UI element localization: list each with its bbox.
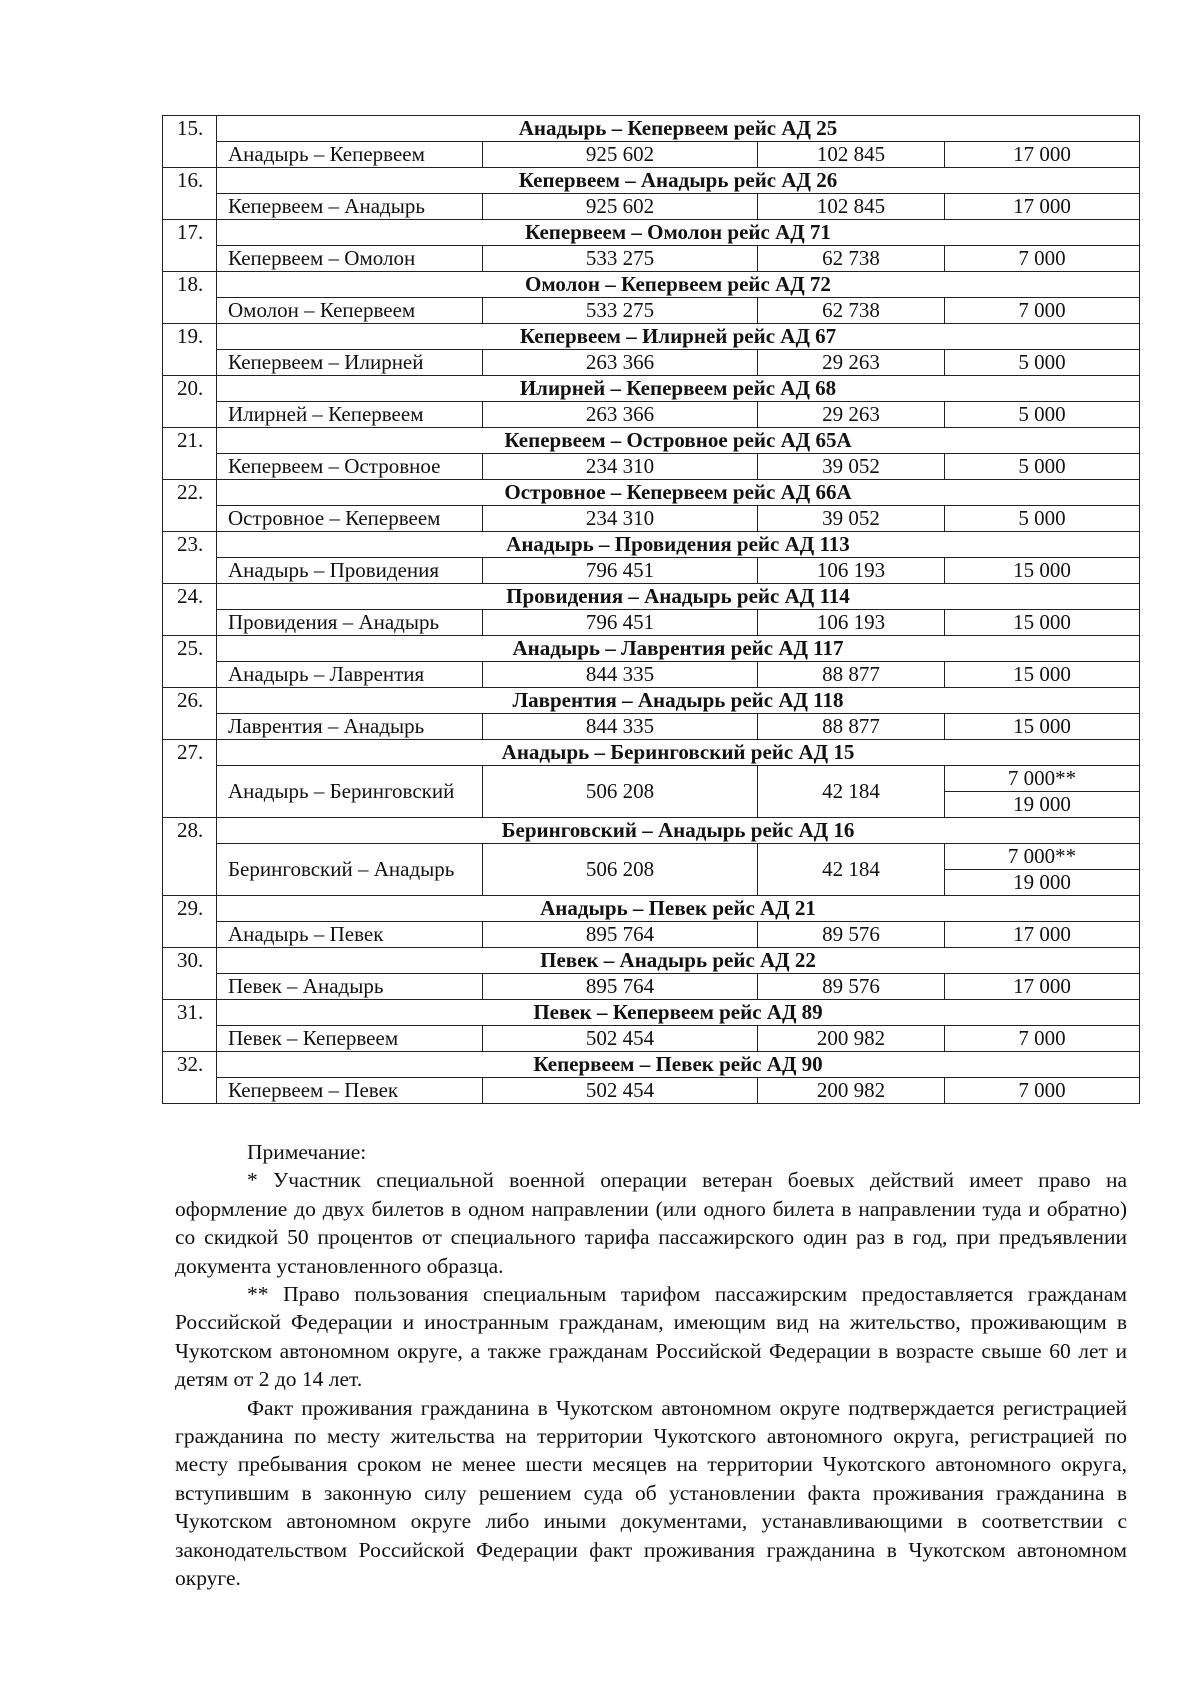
- flight-header-row: [163, 324, 1140, 350]
- route-row: [163, 610, 1140, 636]
- flight-title: Кепервеем – Певек рейс АД 90: [217, 1052, 1140, 1078]
- route-name: Певек – Кепервеем: [217, 1026, 483, 1052]
- route-row: [163, 1026, 1140, 1052]
- route-name: Кепервеем – Омолон: [217, 246, 483, 272]
- value-col-3: 89 576: [758, 974, 945, 1000]
- route-row: [163, 766, 1140, 792]
- value-col-2: 533 275: [483, 298, 758, 324]
- flight-header-row: [163, 636, 1140, 662]
- value-col-3: 39 052: [758, 454, 945, 480]
- flight-title: Островное – Кепервеем рейс АД 66А: [217, 480, 1140, 506]
- flight-header-row: [163, 948, 1140, 974]
- value-col-2: 263 366: [483, 402, 758, 428]
- route-name: Лаврентия – Анадырь: [217, 714, 483, 740]
- value-col-3: 42 184: [758, 844, 945, 896]
- flight-header-row: [163, 272, 1140, 298]
- entry-number: 32.: [163, 1052, 217, 1104]
- flight-header-row: [163, 1000, 1140, 1026]
- fare-value: 5 000: [945, 350, 1140, 376]
- route-row: [163, 350, 1140, 376]
- entry-number: 15.: [163, 116, 217, 168]
- entry-number: 25.: [163, 636, 217, 688]
- value-col-2: 502 454: [483, 1026, 758, 1052]
- route-name: Певек – Анадырь: [217, 974, 483, 1000]
- flight-title: Кепервеем – Анадырь рейс АД 26: [217, 168, 1140, 194]
- flight-header-row: [163, 376, 1140, 402]
- route-name: Кепервеем – Анадырь: [217, 194, 483, 220]
- route-row: [163, 558, 1140, 584]
- route-row: [163, 662, 1140, 688]
- entry-number: 27.: [163, 740, 217, 818]
- flight-title: Омолон – Кепервеем рейс АД 72: [217, 272, 1140, 298]
- fare-value: 7 000: [945, 1026, 1140, 1052]
- value-col-3: 42 184: [758, 766, 945, 818]
- route-name: Островное – Кепервеем: [217, 506, 483, 532]
- route-row: [163, 1078, 1140, 1104]
- note-single-asterisk: * Участник специальной военной операции ветеран боевых действий имеет право на оформление до двух билетов в одном направлении (или одного билета в направлении туда и обратно) со скидкой 50 процентов от специального тарифа пассажирского один раз в год, при предъявлении документа установленного образца.: [175, 1168, 1127, 1278]
- flight-header-row: [163, 116, 1140, 142]
- value-col-2: 796 451: [483, 558, 758, 584]
- flight-header-row: [163, 584, 1140, 610]
- value-col-2: 502 454: [483, 1078, 758, 1104]
- value-col-2: 533 275: [483, 246, 758, 272]
- value-col-3: 106 193: [758, 558, 945, 584]
- flight-header-row: [163, 220, 1140, 246]
- entry-number: 22.: [163, 480, 217, 532]
- route-row: [163, 402, 1140, 428]
- entry-number: 19.: [163, 324, 217, 376]
- flight-title: Кепервеем – Островное рейс АД 65А: [217, 428, 1140, 454]
- value-col-2: 895 764: [483, 922, 758, 948]
- fare-value: 7 000**: [945, 766, 1140, 792]
- route-row: [163, 142, 1140, 168]
- value-col-3: 88 877: [758, 714, 945, 740]
- route-row: [163, 922, 1140, 948]
- value-col-2: 263 366: [483, 350, 758, 376]
- flight-title: Беринговский – Анадырь рейс АД 16: [217, 818, 1140, 844]
- residency-paragraph: Факт проживания гражданина в Чукотском автономном округе подтверждается регистрацией гражданина по месту жительства на территории Чукотского автономного округа, регистрацией по месту пребывания сроком не менее шести месяцев на территории Чукотского автономного округа, вступившим в законную силу решением суда об установлении факта проживания гражданина в Чукотском автономном округе либо иными документами, устанавливающими в соответствии с законодательством Российской Федерации факт проживания гражданина в Чукотском автономном округе.: [175, 1395, 1127, 1591]
- route-name: Провидения – Анадырь: [217, 610, 483, 636]
- value-col-3: 89 576: [758, 922, 945, 948]
- flight-title: Анадырь – Беринговский рейс АД 15: [217, 740, 1140, 766]
- note-double-asterisk: ** Право пользования специальным тарифом пассажирским предоставляется гражданам Российской Федерации и иностранным гражданам, имеющим вид на жительство, проживающим в Чукотском автономном округе, а также гражданам Российской Федерации в возрасте свыше 60 лет и детям от 2 до 14 лет.: [175, 1282, 1127, 1392]
- fare-value: 15 000: [945, 662, 1140, 688]
- value-col-3: 102 845: [758, 142, 945, 168]
- entry-number: 17.: [163, 220, 217, 272]
- value-col-3: 62 738: [758, 298, 945, 324]
- flight-title: Анадырь – Кепервеем рейс АД 25: [217, 116, 1140, 142]
- value-col-3: 88 877: [758, 662, 945, 688]
- flight-header-row: [163, 480, 1140, 506]
- flight-title: Анадырь – Певек рейс АД 21: [217, 896, 1140, 922]
- route-row: [163, 246, 1140, 272]
- entry-number: 20.: [163, 376, 217, 428]
- value-col-2: 895 764: [483, 974, 758, 1000]
- entry-number: 30.: [163, 948, 217, 1000]
- entry-number: 26.: [163, 688, 217, 740]
- fare-value: 15 000: [945, 714, 1140, 740]
- route-row: [163, 974, 1140, 1000]
- fare-value: 7 000: [945, 246, 1140, 272]
- route-name: Беринговский – Анадырь: [217, 844, 483, 896]
- fare-value: 17 000: [945, 974, 1140, 1000]
- flight-title: Илирней – Кепервеем рейс АД 68: [217, 376, 1140, 402]
- flight-title: Кепервеем – Омолон рейс АД 71: [217, 220, 1140, 246]
- flight-header-row: [163, 896, 1140, 922]
- entry-number: 16.: [163, 168, 217, 220]
- entry-number: 28.: [163, 818, 217, 896]
- flight-header-row: [163, 688, 1140, 714]
- route-row: [163, 454, 1140, 480]
- route-name: Анадырь – Лаврентия: [217, 662, 483, 688]
- route-row: [163, 298, 1140, 324]
- fare-value: 5 000: [945, 454, 1140, 480]
- flight-header-row: [163, 168, 1140, 194]
- flight-header-row: [163, 1052, 1140, 1078]
- value-col-3: 29 263: [758, 402, 945, 428]
- entry-number: 23.: [163, 532, 217, 584]
- fare-value: 7 000: [945, 298, 1140, 324]
- entry-number: 18.: [163, 272, 217, 324]
- fare-value: 17 000: [945, 194, 1140, 220]
- route-name: Анадырь – Кепервеем: [217, 142, 483, 168]
- value-col-3: 29 263: [758, 350, 945, 376]
- flight-title: Кепервеем – Илирней рейс АД 67: [217, 324, 1140, 350]
- entry-number: 29.: [163, 896, 217, 948]
- flight-title: Анадырь – Провидения рейс АД 113: [217, 532, 1140, 558]
- notes-section: [175, 1138, 1127, 1593]
- value-col-2: 844 335: [483, 714, 758, 740]
- route-name: Анадырь – Певек: [217, 922, 483, 948]
- flight-title: Лаврентия – Анадырь рейс АД 118: [217, 688, 1140, 714]
- notes-title: Примечание:: [247, 1140, 367, 1164]
- fare-value: 5 000: [945, 506, 1140, 532]
- fares-table: [162, 115, 1140, 1104]
- value-col-2: 796 451: [483, 610, 758, 636]
- fare-value: 17 000: [945, 922, 1140, 948]
- value-col-2: 844 335: [483, 662, 758, 688]
- value-col-3: 39 052: [758, 506, 945, 532]
- value-col-3: 106 193: [758, 610, 945, 636]
- fare-value: 17 000: [945, 142, 1140, 168]
- route-row: [163, 844, 1140, 870]
- entry-number: 24.: [163, 584, 217, 636]
- value-col-2: 925 602: [483, 142, 758, 168]
- fare-value: 15 000: [945, 610, 1140, 636]
- flight-title: Певек – Кепервеем рейс АД 89: [217, 1000, 1140, 1026]
- fare-value: 19 000: [945, 870, 1140, 896]
- route-name: Анадырь – Провидения: [217, 558, 483, 584]
- route-name: Анадырь – Беринговский: [217, 766, 483, 818]
- value-col-3: 200 982: [758, 1078, 945, 1104]
- value-col-2: 506 208: [483, 844, 758, 896]
- flight-header-row: [163, 818, 1140, 844]
- fare-value: 19 000: [945, 792, 1140, 818]
- fares-table-body: [163, 116, 1140, 1104]
- flight-header-row: [163, 532, 1140, 558]
- value-col-2: 925 602: [483, 194, 758, 220]
- fare-value: 7 000: [945, 1078, 1140, 1104]
- value-col-3: 102 845: [758, 194, 945, 220]
- route-name: Омолон – Кепервеем: [217, 298, 483, 324]
- flight-header-row: [163, 428, 1140, 454]
- flight-title: Провидения – Анадырь рейс АД 114: [217, 584, 1140, 610]
- flight-title: Анадырь – Лаврентия рейс АД 117: [217, 636, 1140, 662]
- flight-title: Певек – Анадырь рейс АД 22: [217, 948, 1140, 974]
- entry-number: 31.: [163, 1000, 217, 1052]
- value-col-2: 506 208: [483, 766, 758, 818]
- fare-value: 5 000: [945, 402, 1140, 428]
- entry-number: 21.: [163, 428, 217, 480]
- fare-value: 7 000**: [945, 844, 1140, 870]
- route-name: Илирней – Кепервеем: [217, 402, 483, 428]
- flight-header-row: [163, 740, 1140, 766]
- route-name: Кепервеем – Илирней: [217, 350, 483, 376]
- route-row: [163, 714, 1140, 740]
- fare-value: 15 000: [945, 558, 1140, 584]
- value-col-2: 234 310: [483, 506, 758, 532]
- value-col-3: 200 982: [758, 1026, 945, 1052]
- value-col-2: 234 310: [483, 454, 758, 480]
- route-name: Кепервеем – Островное: [217, 454, 483, 480]
- route-name: Кепервеем – Певек: [217, 1078, 483, 1104]
- route-row: [163, 506, 1140, 532]
- value-col-3: 62 738: [758, 246, 945, 272]
- route-row: [163, 194, 1140, 220]
